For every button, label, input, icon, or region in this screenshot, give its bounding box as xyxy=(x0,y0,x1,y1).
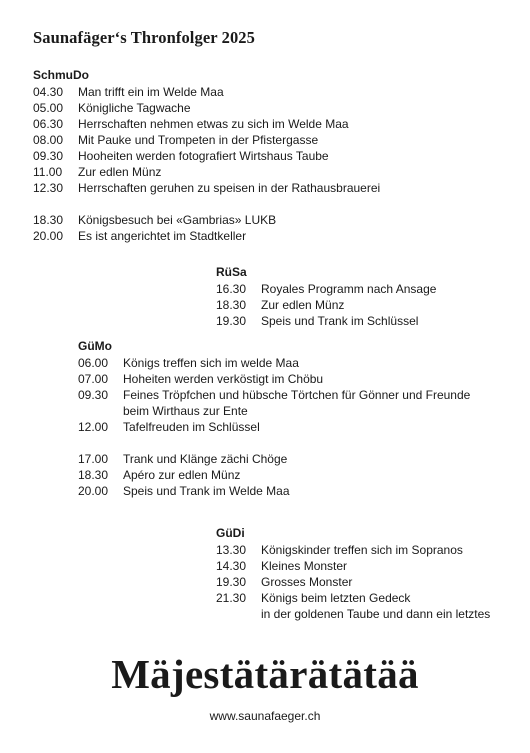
schedule-row xyxy=(216,558,516,574)
schedule-row xyxy=(78,467,518,483)
row-text: Feines Tröpfchen und hübsche Törtchen für Gönner und Freunde xyxy=(123,388,471,402)
schedule-row xyxy=(216,542,516,558)
row-text: in der goldenen Taube und dann ein letztes xyxy=(261,607,491,621)
schedule-row xyxy=(78,451,518,467)
row-text: Speis und Trank im Schlüssel xyxy=(261,314,419,328)
row-time: 18.30 xyxy=(33,213,64,227)
row-time: 18.30 xyxy=(216,298,247,312)
row-text: Zur edlen Münz xyxy=(78,165,162,179)
row-time: 06.00 xyxy=(78,356,109,370)
section-heading: SchmuDo xyxy=(33,68,90,82)
row-time: 12.00 xyxy=(78,420,109,434)
row-text: Kleines Monster xyxy=(261,559,348,573)
schedule-row xyxy=(78,371,518,387)
section-rusa xyxy=(216,264,516,329)
section-gudi xyxy=(216,525,516,622)
schedule-row xyxy=(33,100,503,116)
schedule-row xyxy=(216,297,516,313)
row-text: Royales Programm nach Ansage xyxy=(261,282,437,296)
row-time: 20.00 xyxy=(78,484,109,498)
section-heading: RüSa xyxy=(216,265,247,279)
motto-heading: Mäjestätärätätää xyxy=(111,651,419,697)
row-time xyxy=(216,606,261,622)
row-text: Hooheiten werden fotografiert Wirtshaus Taube xyxy=(78,149,329,163)
schedule-row xyxy=(216,606,516,622)
row-time: 19.30 xyxy=(216,314,247,328)
row-text: Zur edlen Münz xyxy=(261,298,345,312)
row-time: 09.30 xyxy=(33,149,64,163)
row-time: 12.30 xyxy=(33,181,64,195)
schedule-row xyxy=(78,355,518,371)
row-text: Königliche Tagwache xyxy=(78,101,191,115)
row-time: 13.30 xyxy=(216,543,247,557)
section-schmudo xyxy=(33,67,503,244)
schedule-row xyxy=(33,164,503,180)
row-time: 18.30 xyxy=(78,468,109,482)
section-heading: GüDi xyxy=(216,526,245,540)
schedule-row xyxy=(33,116,503,132)
row-time: 17.00 xyxy=(78,452,109,466)
schedule-row xyxy=(33,148,503,164)
row-gap xyxy=(78,435,518,451)
schedule-row xyxy=(78,483,518,499)
schedule-row xyxy=(78,403,518,419)
row-time: 08.00 xyxy=(33,133,64,147)
row-text: Herrschaften nehmen etwas zu sich im Welde Maa xyxy=(78,117,349,131)
schedule-row xyxy=(33,228,503,244)
row-time: 21.30 xyxy=(216,591,247,605)
schedule-row xyxy=(216,281,516,297)
row-time: 20.00 xyxy=(33,229,64,243)
row-text: Apéro zur edlen Münz xyxy=(123,468,241,482)
schedule-row xyxy=(33,180,503,196)
row-time xyxy=(78,403,123,419)
row-text: Es ist angerichtet im Stadtkeller xyxy=(78,229,247,243)
row-text: Grosses Monster xyxy=(261,575,353,589)
row-text: Königsbesuch bei «Gambrias» LUKB xyxy=(78,213,277,227)
schedule-row xyxy=(78,387,518,403)
row-text: Hoheiten werden verköstigt im Chöbu xyxy=(123,372,324,386)
row-text: Speis und Trank im Welde Maa xyxy=(123,484,290,498)
row-time: 11.00 xyxy=(33,165,63,179)
row-time: 05.00 xyxy=(33,101,64,115)
schedule-row xyxy=(216,590,516,606)
row-time: 09.30 xyxy=(78,388,109,402)
row-text: Königs treffen sich im welde Maa xyxy=(123,356,299,370)
website-link[interactable]: www.saunafaeger.ch xyxy=(209,709,321,723)
row-time: 16.30 xyxy=(216,282,247,296)
row-text: Königskinder treffen sich im Sopranos xyxy=(261,543,463,557)
page-title: Saunafäger‘s Thronfolger 2025 xyxy=(33,28,256,47)
schedule-row xyxy=(33,84,503,100)
row-time: 06.30 xyxy=(33,117,64,131)
row-time: 14.30 xyxy=(216,559,247,573)
row-time: 19.30 xyxy=(216,575,247,589)
row-text: Herrschaften geruhen zu speisen in der Rathausbrauerei xyxy=(78,181,381,195)
schedule-row xyxy=(78,419,518,435)
section-heading: GüMo xyxy=(78,339,112,353)
schedule-row xyxy=(33,132,503,148)
row-text: Mit Pauke und Trompeten in der Pfistergasse xyxy=(78,133,319,147)
schedule-row xyxy=(216,313,516,329)
section-gumo xyxy=(78,338,518,499)
schedule-row xyxy=(33,212,503,228)
row-time: 04.30 xyxy=(33,85,64,99)
row-text: beim Wirthaus zur Ente xyxy=(123,404,248,418)
row-text: Königs beim letzten Gedeck xyxy=(261,591,411,605)
schedule-row xyxy=(216,574,516,590)
row-text: Trank und Klänge zächi Chöge xyxy=(123,452,288,466)
row-text: Man trifft ein im Welde Maa xyxy=(78,85,224,99)
row-gap xyxy=(33,196,503,212)
row-time: 07.00 xyxy=(78,372,109,386)
row-text: Tafelfreuden im Schlüssel xyxy=(123,420,260,434)
